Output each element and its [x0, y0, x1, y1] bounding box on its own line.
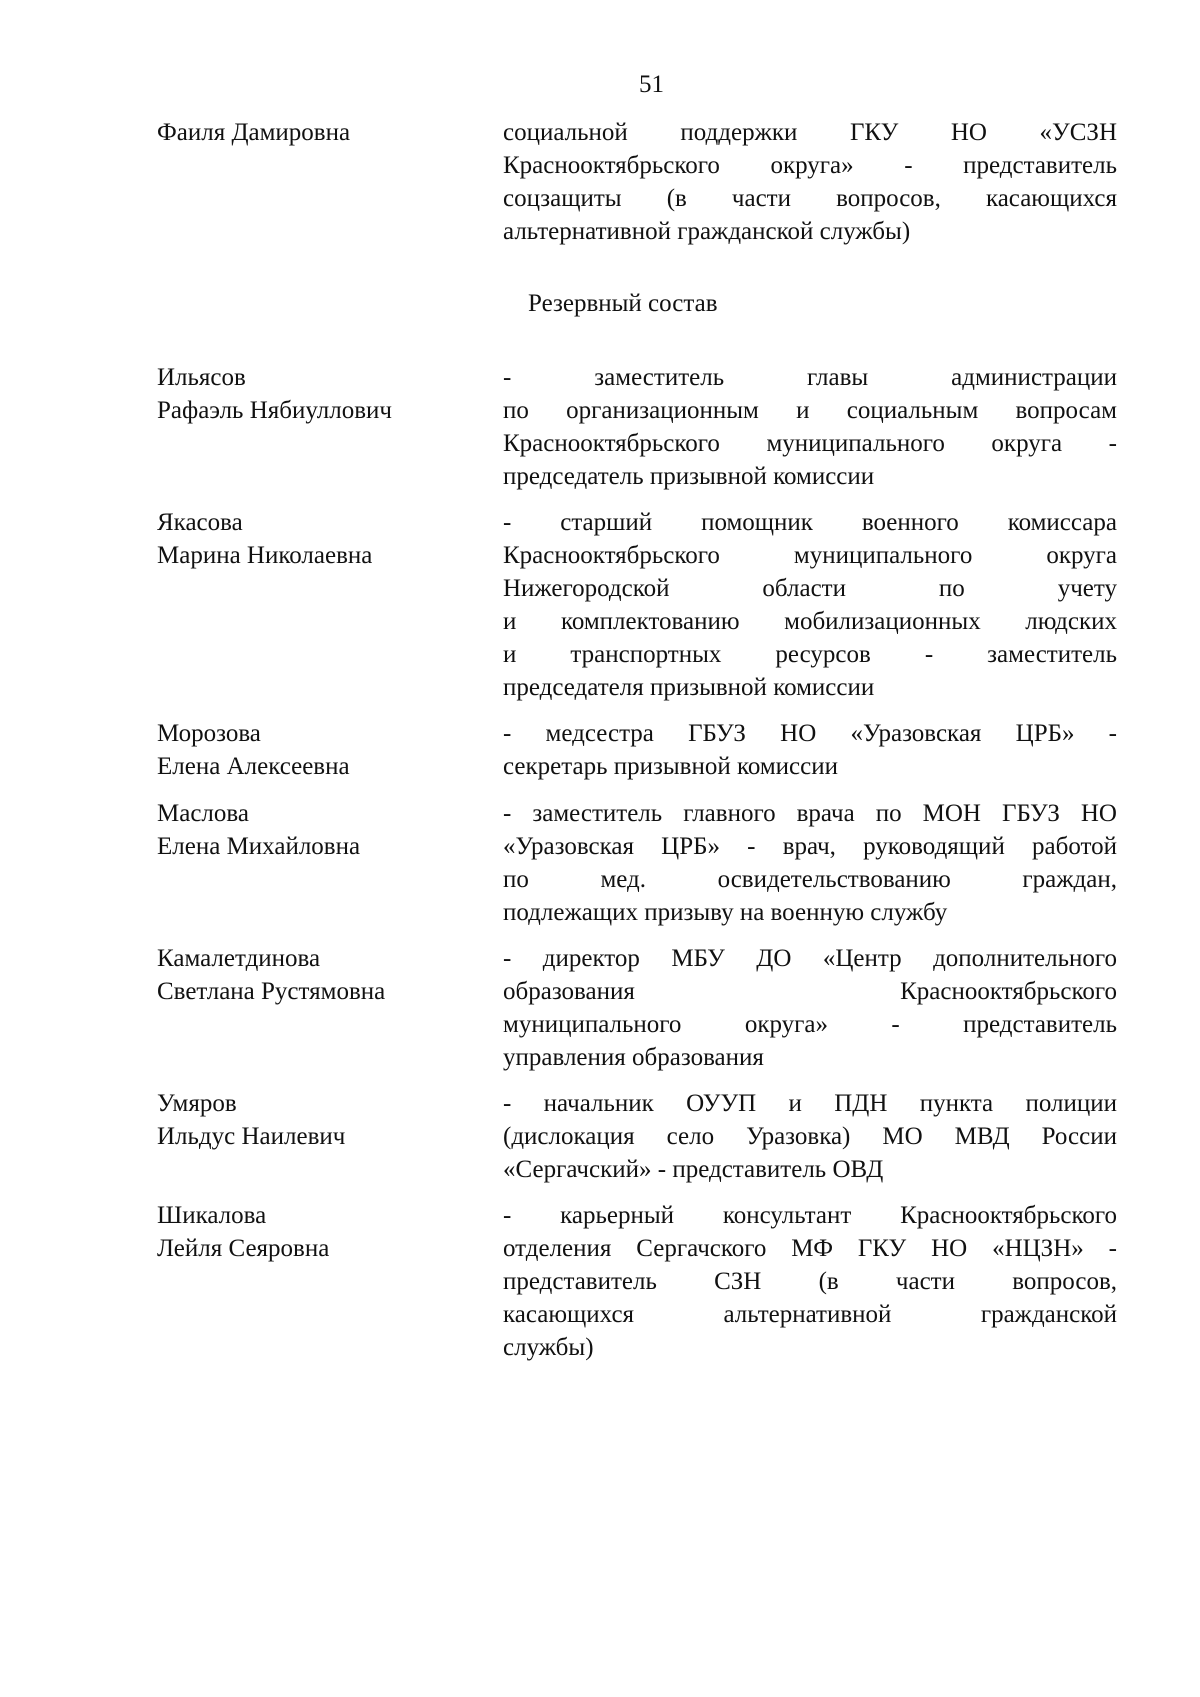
member-name-line: Елена Алексеевна: [157, 753, 350, 780]
member-role-line: «Сергачский» - представитель ОВД: [503, 1156, 884, 1183]
section-heading: Резервный состав: [528, 290, 718, 317]
member-role: [503, 506, 1117, 704]
member-role-line: по организационным и социальным вопросам: [503, 397, 1117, 424]
member-role-line: соцзащиты (в части вопросов, касающихся: [503, 185, 1117, 212]
member-name-line: Ильясов: [157, 364, 246, 391]
member-role-line: - медсестра ГБУЗ НО «Уразовская ЦРБ» -: [503, 720, 1117, 747]
member-name-line: Якасова: [157, 509, 243, 536]
member-role: [503, 116, 1117, 248]
member-role: [503, 1199, 1117, 1364]
member-role-line: Краснооктябрьского округа» - представитель: [503, 152, 1117, 179]
member-name-line: Морозова: [157, 720, 261, 747]
member-role-line: социальной поддержки ГКУ НО «УСЗН: [503, 119, 1117, 146]
member-role-line: Краснооктябрьского муниципального округа: [503, 542, 1117, 569]
member-role-line: отделения Сергачского МФ ГКУ НО «НЦЗН» -: [503, 1235, 1117, 1262]
member-role: [503, 361, 1117, 493]
member-name: [157, 506, 487, 572]
member-role-line: управления образования: [503, 1044, 764, 1071]
member-role-line: - карьерный консультант Краснооктябрьского: [503, 1202, 1117, 1229]
member-role-line: образования Краснооктябрьского: [503, 978, 1117, 1005]
member-role-line: альтернативной гражданской службы): [503, 218, 911, 245]
member-name: [157, 717, 487, 783]
page-number: 51: [639, 71, 664, 98]
member-name-line: Лейля Сеяровна: [157, 1235, 330, 1262]
member-name: [157, 1087, 487, 1153]
member-role-line: - заместитель главного врача по МОН ГБУЗ НО: [503, 800, 1117, 827]
member-name-line: Марина Николаевна: [157, 542, 373, 569]
member-role-line: - начальник ОУУП и ПДН пункта полиции: [503, 1090, 1117, 1117]
member-role-line: подлежащих призыву на военную службу: [503, 899, 948, 926]
member-name-line: Фаиля Дамировна: [157, 119, 351, 146]
member-name-line: Ильдус Наилевич: [157, 1123, 346, 1150]
member-role-line: по мед. освидетельствованию граждан,: [503, 866, 1117, 893]
member-role-line: - старший помощник военного комиссара: [503, 509, 1117, 536]
member-role-line: службы): [503, 1334, 594, 1361]
member-role-line: Нижегородской области по учету: [503, 575, 1117, 602]
member-name-line: Шикалова: [157, 1202, 267, 1229]
member-name-line: Рафаэль Нябиуллович: [157, 397, 392, 424]
member-role-line: касающихся альтернативной гражданской: [503, 1301, 1117, 1328]
member-role-line: - заместитель главы администрации: [503, 364, 1117, 391]
member-role-line: председателя призывной комиссии: [503, 674, 875, 701]
member-role-line: секретарь призывной комиссии: [503, 753, 839, 780]
member-name: [157, 1199, 487, 1265]
member-role: [503, 1087, 1117, 1186]
member-role-line: (дислокация село Уразовка) МО МВД России: [503, 1123, 1117, 1150]
member-name: [157, 361, 487, 427]
member-name-line: Камалетдинова: [157, 945, 321, 972]
member-role-line: муниципального округа» - представитель: [503, 1011, 1117, 1038]
member-role: [503, 717, 1117, 783]
member-role-line: «Уразовская ЦРБ» - врач, руководящий работой: [503, 833, 1117, 860]
member-name-line: Маслова: [157, 800, 249, 827]
member-role-line: председатель призывной комиссии: [503, 463, 875, 490]
member-name: [157, 116, 487, 149]
member-role: [503, 797, 1117, 929]
member-role-line: - директор МБУ ДО «Центр дополнительного: [503, 945, 1117, 972]
member-role-line: представитель СЗН (в части вопросов,: [503, 1268, 1117, 1295]
member-role-line: и комплектованию мобилизационных людских: [503, 608, 1117, 635]
member-role-line: Краснооктябрьского муниципального округа -: [503, 430, 1117, 457]
member-name: [157, 942, 487, 1008]
member-name-line: Умяров: [157, 1090, 237, 1117]
member-name: [157, 797, 487, 863]
member-role: [503, 942, 1117, 1074]
member-name-line: Светлана Рустямовна: [157, 978, 386, 1005]
member-name-line: Елена Михайловна: [157, 833, 361, 860]
member-role-line: и транспортных ресурсов - заместитель: [503, 641, 1117, 668]
